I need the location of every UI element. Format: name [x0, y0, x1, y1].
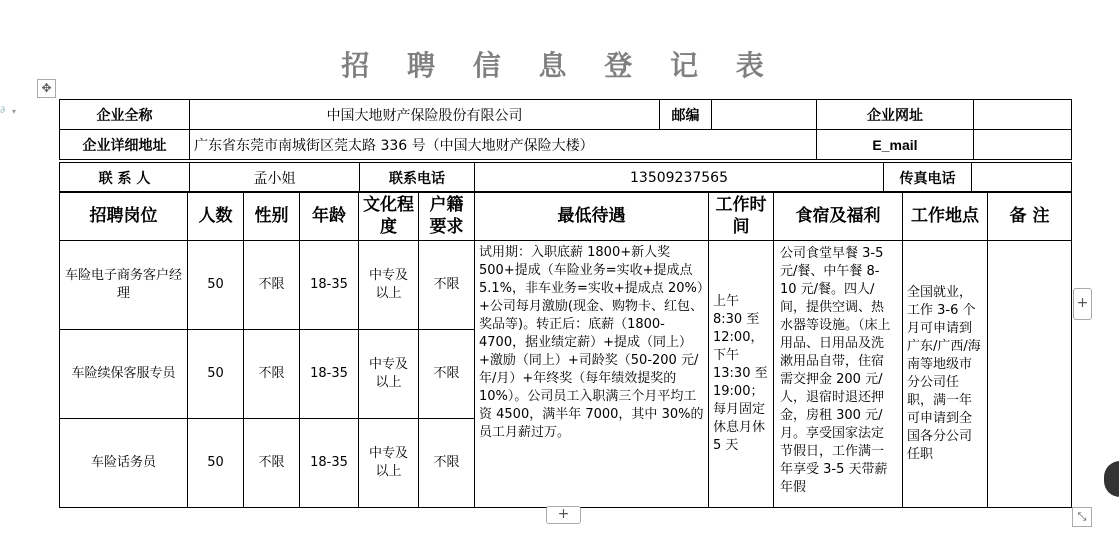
fax-value[interactable]	[972, 163, 1072, 193]
header-gender: 性别	[244, 192, 300, 241]
education-cell[interactable]: 中专及以上	[359, 330, 419, 419]
postcode-value[interactable]	[712, 100, 817, 130]
header-salary: 最低待遇	[475, 192, 709, 241]
hukou-cell[interactable]: 不限	[419, 419, 475, 508]
table-row	[60, 100, 1072, 130]
contact-label: 联 系 人	[60, 163, 190, 193]
remark-cell[interactable]	[988, 241, 1072, 508]
header-age: 年龄	[300, 192, 359, 241]
contact-table	[59, 162, 1072, 193]
age-cell[interactable]: 18-35	[300, 419, 359, 508]
age-cell[interactable]: 18-35	[300, 330, 359, 419]
education-cell[interactable]: 中专及以上	[359, 419, 419, 508]
postcode-label: 邮编	[660, 100, 712, 130]
header-location: 工作地点	[903, 192, 988, 241]
hukou-cell[interactable]: 不限	[419, 330, 475, 419]
email-label: E_mail	[817, 130, 974, 160]
phone-label: 联系电话	[360, 163, 475, 193]
website-value[interactable]	[974, 100, 1072, 130]
resize-icon[interactable]: ⤡	[1072, 507, 1092, 527]
margin-marker-icon: ∂	[0, 105, 6, 116]
location-cell[interactable]: 全国就业，工作 3-6 个月可申请到广东/广西/海南等地级市分公司任职，满一年可申请到全国各分公司任职	[903, 241, 988, 508]
scroll-handle[interactable]	[1104, 461, 1119, 497]
page-title: 招 聘 信 息 登 记 表	[341, 49, 778, 82]
position-cell[interactable]: 车险话务员	[60, 419, 188, 508]
position-cell[interactable]: 车险电子商务客户经理	[60, 241, 188, 330]
work-time-cell[interactable]: 上午 8:30 至 12:00，下午 13:30 至 19:00；每月固定休息月休 5 天	[709, 241, 774, 508]
phone-value[interactable]: 13509237565	[475, 163, 884, 193]
table-row	[60, 241, 1072, 330]
chevron-down-icon[interactable]: ▾	[12, 107, 17, 116]
add-row-button[interactable]: +	[546, 506, 581, 524]
address-label: 企业详细地址	[60, 130, 190, 160]
table-header-row	[60, 192, 1072, 241]
salary-cell[interactable]: 试用期：入职底薪 1800+新人奖 500+提成（车险业务=实收+提成点 5.1%，非车业务=实收+提成点 20%）+公司每月激励(现金、购物卡、红包、奖品等)。转正后：底薪（1800-4700，据业绩定薪）+提成（同上）+激励（同上）+司龄奖（50-200 元/年/月）+年终奖（每年绩效提奖的 10%）。公司员工入职满三个月平均工资 4500，满半年 7000，其中 30%的员工月薪过万。	[475, 241, 709, 508]
add-column-button[interactable]: +	[1073, 288, 1092, 320]
header-count: 人数	[188, 192, 244, 241]
gender-cell[interactable]: 不限	[244, 241, 300, 330]
hukou-cell[interactable]: 不限	[419, 241, 475, 330]
address-value[interactable]: 广东省东莞市南城街区莞太路 336 号（中国大地财产保险大楼）	[190, 130, 817, 160]
header-hukou: 户籍要求	[419, 192, 475, 241]
count-cell[interactable]: 50	[188, 241, 244, 330]
header-work-time: 工作时间	[709, 192, 774, 241]
header-education: 文化程度	[359, 192, 419, 241]
education-cell[interactable]: 中专及以上	[359, 241, 419, 330]
company-info-table	[59, 99, 1072, 160]
fax-label: 传真电话	[884, 163, 972, 193]
job-table	[59, 191, 1072, 508]
count-cell[interactable]: 50	[188, 419, 244, 508]
count-cell[interactable]: 50	[188, 330, 244, 419]
table-row	[60, 163, 1072, 193]
move-icon[interactable]: ✥	[37, 79, 56, 98]
age-cell[interactable]: 18-35	[300, 241, 359, 330]
email-value[interactable]	[974, 130, 1072, 160]
website-label: 企业网址	[817, 100, 974, 130]
table-row	[60, 130, 1072, 160]
gender-cell[interactable]: 不限	[244, 419, 300, 508]
welfare-cell[interactable]: 公司食堂早餐 3-5 元/餐、中午餐 8-10 元/餐。四人/间，提供空调、热水器等设施。（床上用品、日用品及洗漱用品自带，住宿需交押金 200 元/人，退宿时退还押金，房租 300 元/月。享受国家法定节假日，工作满一年享受 3-5 天带薪年假	[774, 241, 903, 508]
header-position: 招聘岗位	[60, 192, 188, 241]
contact-value[interactable]: 孟小姐	[190, 163, 360, 193]
company-name-value[interactable]: 中国大地财产保险股份有限公司	[190, 100, 660, 130]
header-remark: 备 注	[988, 192, 1072, 241]
company-name-label: 企业全称	[60, 100, 190, 130]
gender-cell[interactable]: 不限	[244, 330, 300, 419]
position-cell[interactable]: 车险续保客服专员	[60, 330, 188, 419]
header-welfare: 食宿及福利	[774, 192, 903, 241]
